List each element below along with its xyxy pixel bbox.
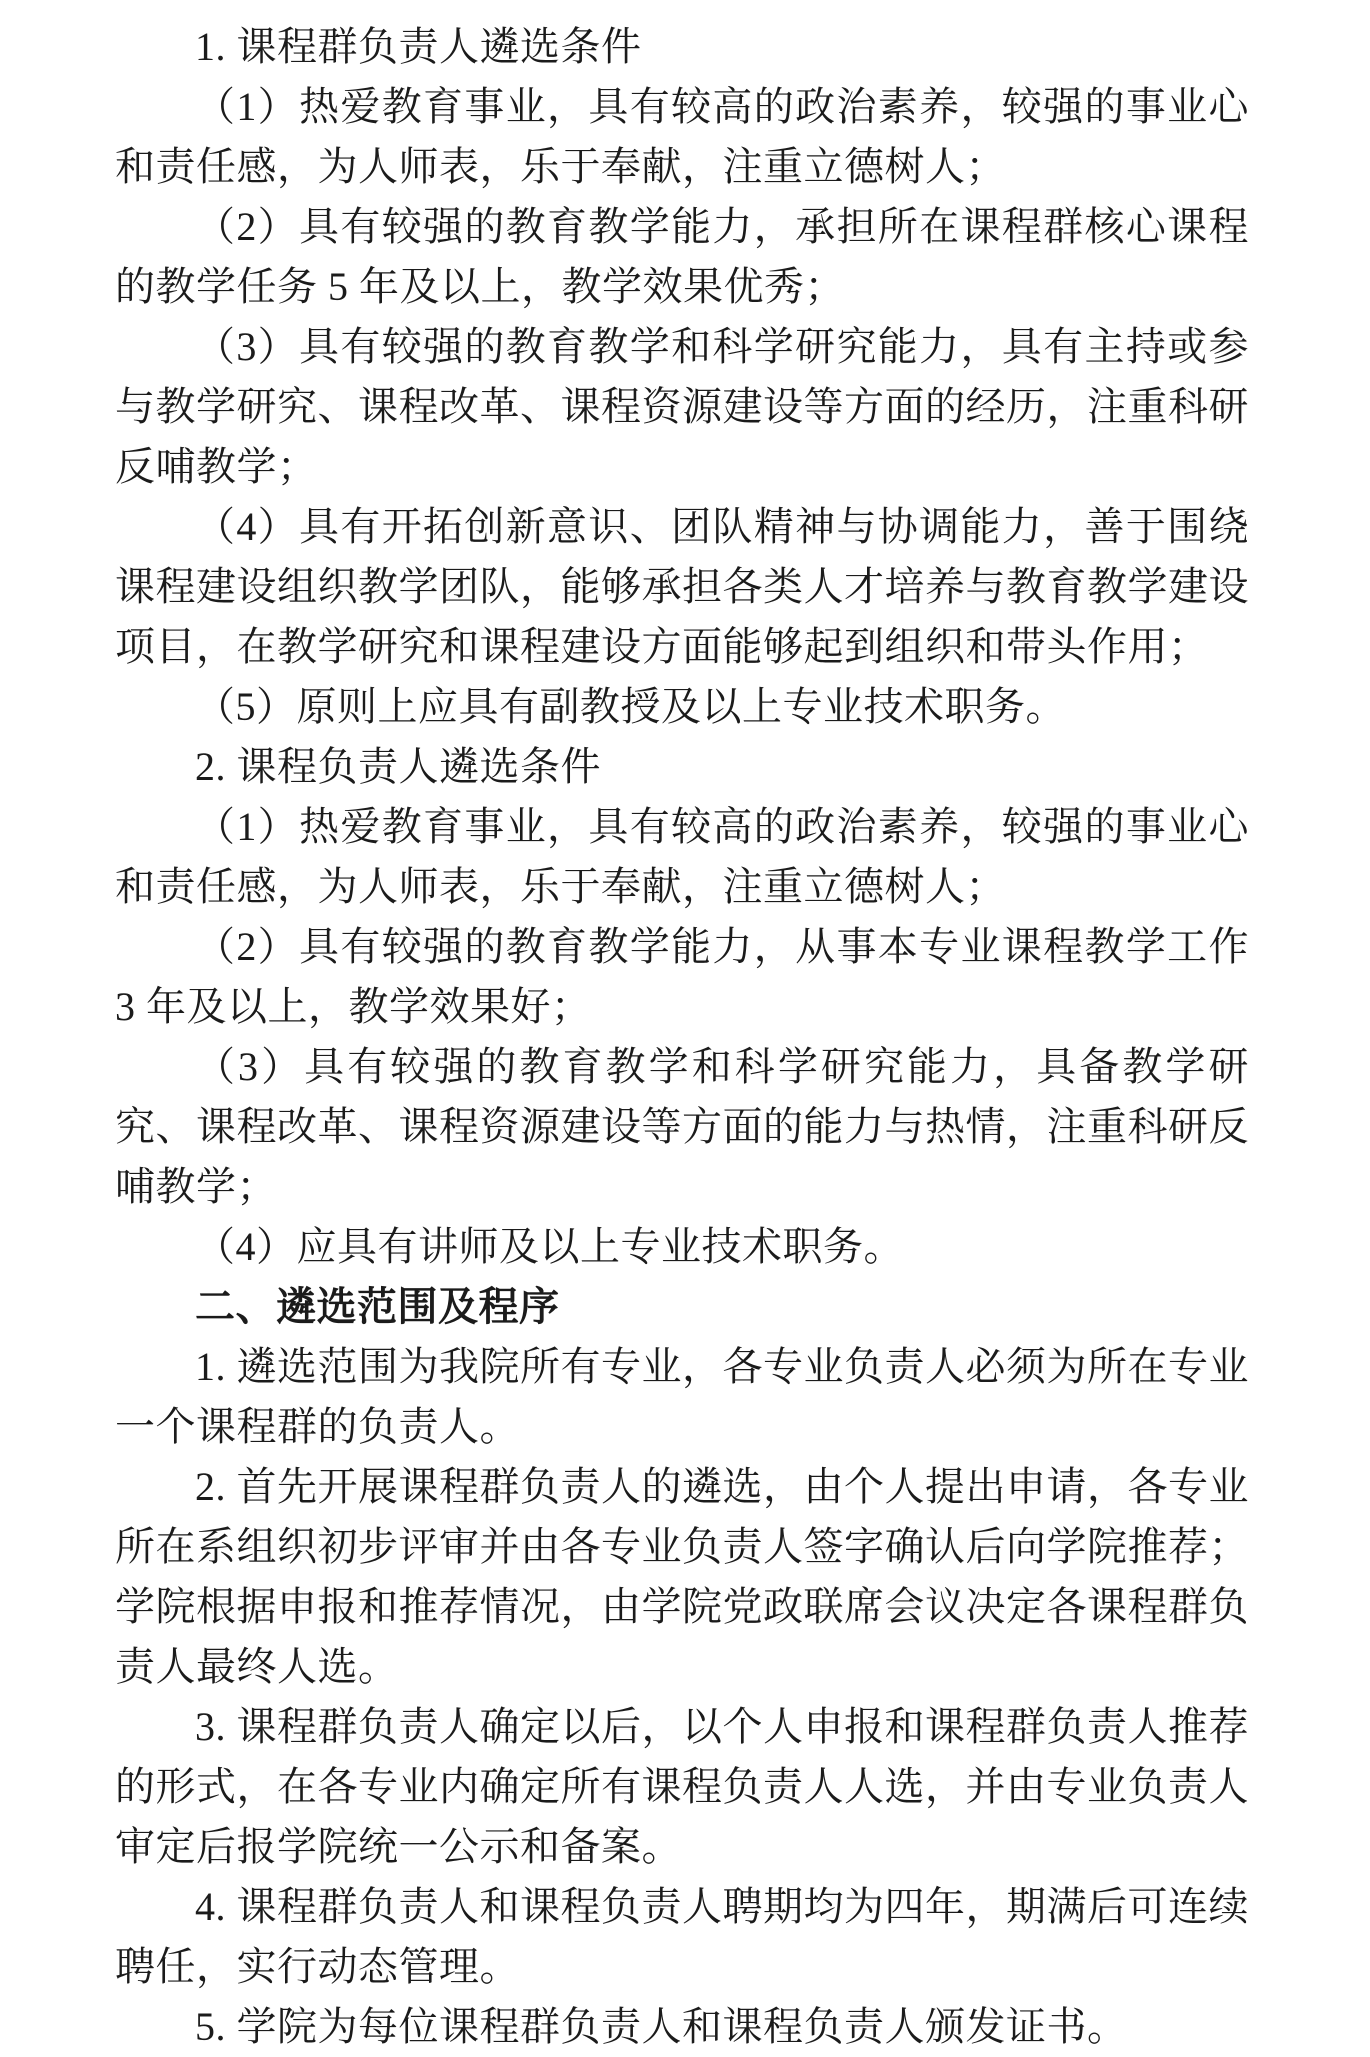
document-body	[115, 17, 1249, 2057]
section-2-item-5: 5. 学院为每位课程群负责人和课程负责人颁发证书。	[195, 2004, 1128, 2049]
item-2-criterion-4: （4）应具有讲师及以上专业技术职务。	[195, 1224, 904, 1269]
section-2-item-2: 2. 首先开展课程群负责人的遴选，由个人提出申请，各专业所在系组织初步评审并由各专业负责人签字确认后向学院推荐；学院根据申报和推荐情况，由学院党政联席会议决定各课程群负责人最终人选。	[115, 1464, 1249, 1689]
item-1-criterion-4: （4）具有开拓创新意识、团队精神与协调能力，善于围绕课程建设组织教学团队，能够承担各类人才培养与教育教学建设项目，在教学研究和课程建设方面能够起到组织和带头作用；	[115, 504, 1249, 669]
item-2-criterion-3: （3）具有较强的教育教学和科学研究能力，具备教学研究、课程改革、课程资源建设等方面的能力与热情，注重科研反哺教学；	[115, 1044, 1249, 1209]
section-2-item-4: 4. 课程群负责人和课程负责人聘期均为四年，期满后可连续聘任，实行动态管理。	[115, 1884, 1249, 1989]
item-1-criterion-3: （3）具有较强的教育教学和科学研究能力，具有主持或参与教学研究、课程改革、课程资源建设等方面的经历，注重科研反哺教学；	[115, 324, 1249, 489]
item-1-criterion-5: （5）原则上应具有副教授及以上专业技术职务。	[195, 684, 1066, 729]
section-2-heading: 二、遴选范围及程序	[195, 1284, 560, 1329]
item-1-criterion-2: （2）具有较强的教育教学能力，承担所在课程群核心课程的教学任务 5 年及以上，教学效果优秀；	[115, 204, 1249, 309]
item-2-criterion-2: （2）具有较强的教育教学能力，从事本专业课程教学工作 3 年及以上，教学效果好；	[115, 924, 1249, 1029]
section-2-item-1: 1. 遴选范围为我院所有专业，各专业负责人必须为所在专业一个课程群的负责人。	[115, 1344, 1249, 1449]
item-2-criterion-1: （1）热爱教育事业，具有较高的政治素养，较强的事业心和责任感，为人师表，乐于奉献，注重立德树人；	[115, 804, 1249, 909]
item-1-heading: 1. 课程群负责人遴选条件	[195, 24, 642, 69]
item-1-criterion-1: （1）热爱教育事业，具有较高的政治素养，较强的事业心和责任感，为人师表，乐于奉献，注重立德树人；	[115, 84, 1249, 189]
item-2-heading: 2. 课程负责人遴选条件	[195, 744, 601, 789]
section-2-item-3: 3. 课程群负责人确定以后，以个人申报和课程群负责人推荐的形式，在各专业内确定所有课程负责人人选，并由专业负责人审定后报学院统一公示和备案。	[115, 1704, 1249, 1869]
